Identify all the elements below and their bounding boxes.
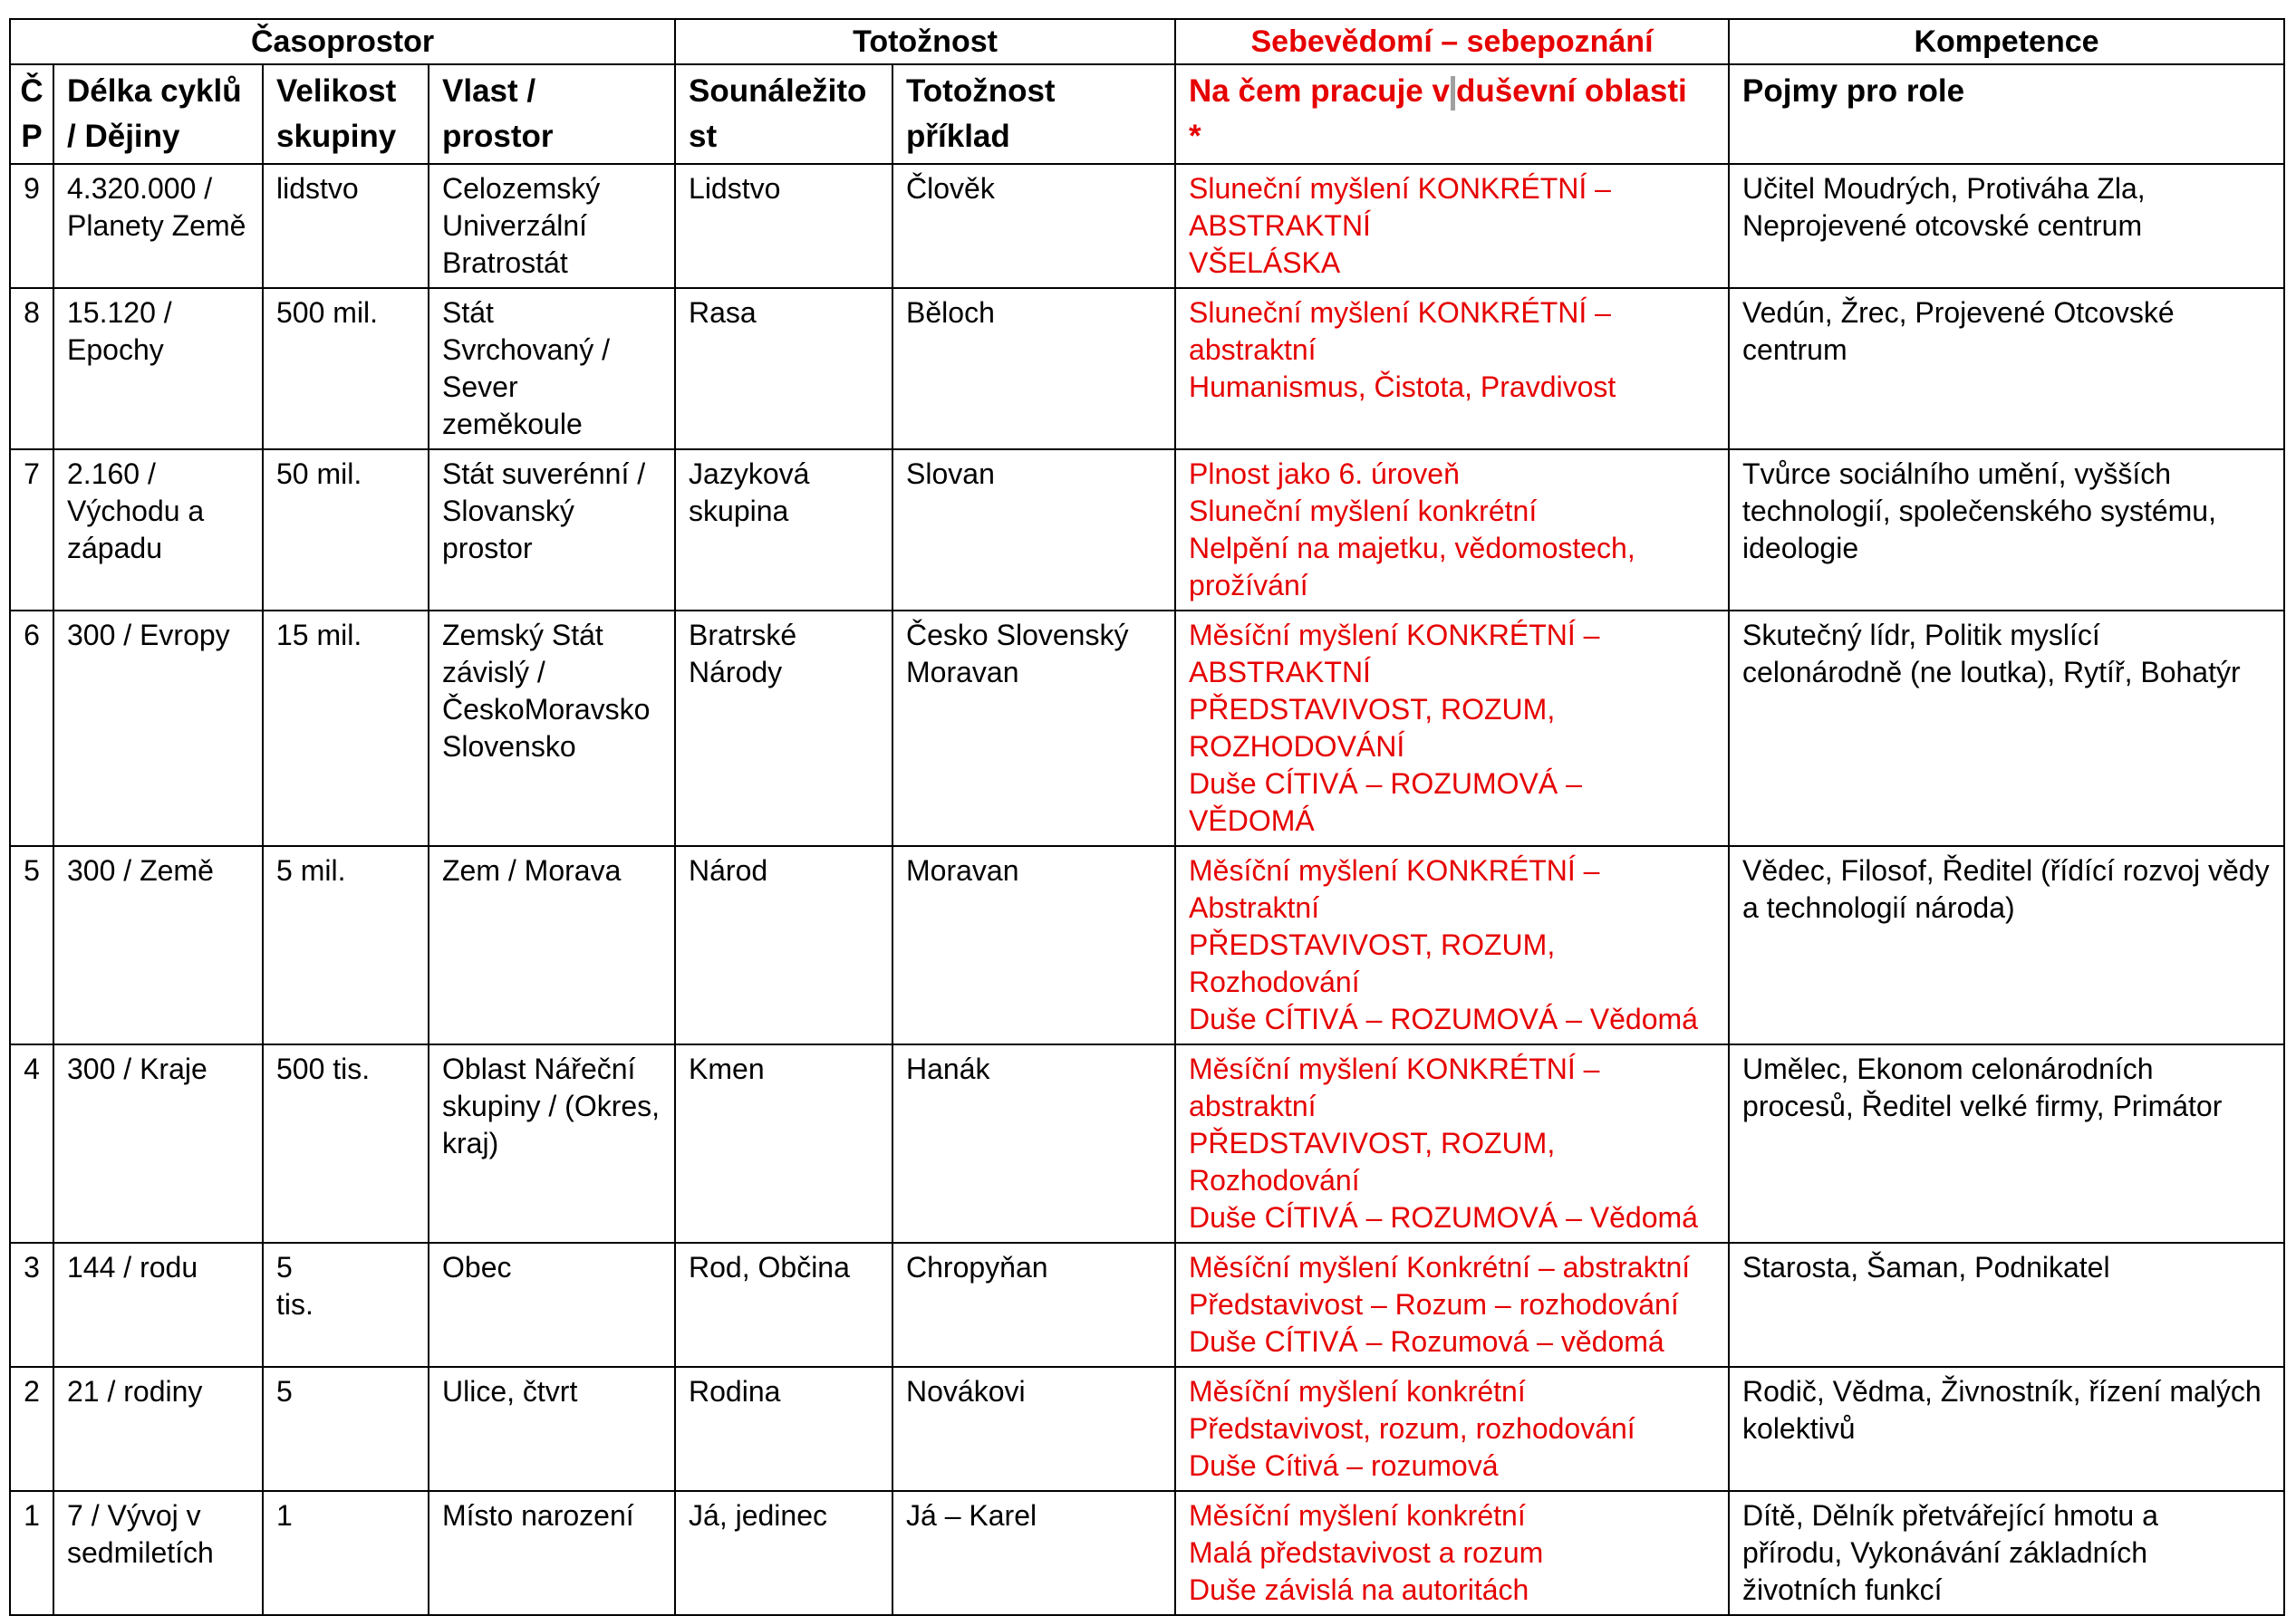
cell-vlast bbox=[429, 1491, 675, 1615]
cell-pojmy bbox=[1729, 611, 2284, 846]
cell-priklad-line: Novákovi bbox=[906, 1375, 1026, 1408]
table-row bbox=[10, 164, 2284, 288]
cell-vlast-line: Celozemský bbox=[442, 172, 601, 205]
header-pracuje-part: duševní oblasti bbox=[1455, 73, 1687, 109]
cell-sounalezitost-line: Lidstvo bbox=[689, 172, 781, 205]
cell-pojmy bbox=[1729, 288, 2284, 449]
cell-pojmy bbox=[1729, 1491, 2284, 1615]
cell-velikost-line: 15 mil. bbox=[276, 619, 362, 651]
cell-pojmy-line: přírodu, Vykonávání základních bbox=[1742, 1536, 2148, 1569]
cell-pracuje bbox=[1175, 288, 1729, 449]
cell-pojmy-line: ideologie bbox=[1742, 532, 1859, 564]
header-cp-line: P bbox=[21, 119, 43, 154]
cell-vlast-line: Svrchovaný / bbox=[442, 333, 610, 366]
header-velikost-line: Velikost bbox=[276, 73, 397, 109]
cell-pracuje-line: Měsíční myšlení Konkrétní – abstraktní bbox=[1189, 1251, 1691, 1284]
cell-delka bbox=[53, 1243, 263, 1367]
cell-pojmy-line: centrum bbox=[1742, 333, 1847, 366]
table-row bbox=[10, 1491, 2284, 1615]
cell-pojmy-line: kolektivů bbox=[1742, 1412, 1856, 1445]
header-cp-line: Č bbox=[20, 73, 43, 109]
cell-pojmy-line: Umělec, Ekonom celonárodních bbox=[1742, 1053, 2154, 1085]
cell-delka bbox=[53, 164, 263, 288]
header-vlast-line: Vlast / bbox=[442, 73, 536, 109]
cell-priklad bbox=[892, 1367, 1175, 1491]
cell-pojmy-line: Učitel Moudrých, Protiváha Zla, bbox=[1742, 172, 2146, 205]
cell-pracuje-line: PŘEDSTAVIVOST, ROZUM, ROZHODOVÁNÍ bbox=[1189, 693, 1556, 763]
cell-sounalezitost bbox=[675, 449, 892, 611]
cell-velikost bbox=[263, 1044, 429, 1243]
header-pracuje-part: Na čem pracuje v bbox=[1189, 73, 1450, 109]
cell-velikost bbox=[263, 1367, 429, 1491]
cell-pojmy-line: Tvůrce sociálního umění, vyšších bbox=[1742, 457, 2172, 490]
header-pracuje-line bbox=[1189, 69, 1715, 114]
header-velikost bbox=[263, 64, 429, 164]
header-velikost-line: skupiny bbox=[276, 119, 397, 154]
cell-pojmy bbox=[1729, 1243, 2284, 1367]
cell-vlast-line: prostor bbox=[442, 532, 533, 564]
cell-pojmy-line: Starosta, Šaman, Podnikatel bbox=[1742, 1251, 2110, 1284]
cell-vlast bbox=[429, 846, 675, 1044]
cell-vlast bbox=[429, 611, 675, 846]
group-casoprostor: Časoprostor bbox=[10, 19, 675, 64]
cell-pojmy-line: Neprojevené otcovské centrum bbox=[1742, 209, 2143, 242]
cell-pojmy-line: Rodič, Vědma, Živnostník, řízení malých bbox=[1742, 1375, 2262, 1408]
cell-sounalezitost-line: Kmen bbox=[689, 1053, 765, 1085]
cell-pracuje-line: Duše Cítivá – rozumová bbox=[1189, 1449, 1499, 1482]
cell-vlast-line: Stát suverénní / bbox=[442, 457, 646, 490]
cell-pracuje-line: Sluneční myšlení konkrétní bbox=[1189, 495, 1538, 527]
cell-vlast-line: Slovanský bbox=[442, 495, 574, 527]
cell-velikost-line: tis. bbox=[276, 1288, 314, 1321]
table-row bbox=[10, 288, 2284, 449]
cell-pracuje-line: abstraktní bbox=[1189, 333, 1317, 366]
cell-pojmy-line: Dítě, Dělník přetvářející hmotu a bbox=[1742, 1499, 2158, 1532]
cell-pracuje bbox=[1175, 1044, 1729, 1243]
cell-delka bbox=[53, 449, 263, 611]
cell-priklad-line: Člověk bbox=[906, 172, 995, 205]
cell-vlast-line: Bratrostát bbox=[442, 246, 568, 279]
cell-delka bbox=[53, 288, 263, 449]
cell-pracuje-line: Měsíční myšlení KONKRÉTNÍ – Abstraktní bbox=[1189, 854, 1600, 924]
cell-pracuje bbox=[1175, 1243, 1729, 1367]
cell-velikost-line: 5 bbox=[276, 1375, 293, 1408]
cell-sounalezitost bbox=[675, 1243, 892, 1367]
cell-priklad bbox=[892, 1243, 1175, 1367]
cell-pracuje-line: Duše CÍTIVÁ – ROZUMOVÁ – Vědomá bbox=[1189, 1201, 1698, 1234]
cell-pracuje-line: Nelpění na majetku, vědomostech, bbox=[1189, 532, 1635, 564]
cell-delka-line: 2.160 / bbox=[67, 457, 156, 490]
header-sounalezitost bbox=[675, 64, 892, 164]
group-kompetence: Kompetence bbox=[1729, 19, 2284, 64]
cell-pracuje bbox=[1175, 164, 1729, 288]
cell-velikost bbox=[263, 1491, 429, 1615]
cell-pojmy-line: Vědec, Filosof, Ředitel (řídící rozvoj vědy bbox=[1742, 854, 2270, 887]
cell-velikost-line: 1 bbox=[276, 1499, 293, 1532]
cell-sounalezitost-line: Národ bbox=[689, 854, 768, 887]
cell-delka-line: Východu a bbox=[67, 495, 205, 527]
cell-velikost bbox=[263, 164, 429, 288]
cell-pojmy-line: Skutečný lídr, Politik myslící bbox=[1742, 619, 2100, 651]
cell-pracuje-line: prožívání bbox=[1189, 569, 1308, 601]
cell-sounalezitost bbox=[675, 1367, 892, 1491]
cell-pracuje-line: Měsíční myšlení konkrétní bbox=[1189, 1499, 1526, 1532]
cell-sounalezitost bbox=[675, 846, 892, 1044]
text-cursor bbox=[1451, 76, 1455, 111]
cell-vlast-line: Ulice, čtvrt bbox=[442, 1375, 578, 1408]
cell-vlast bbox=[429, 1243, 675, 1367]
cell-vlast bbox=[429, 1044, 675, 1243]
cell-priklad-line: Já – Karel bbox=[906, 1499, 1037, 1532]
cell-delka-line: 300 / Kraje bbox=[67, 1053, 207, 1085]
cell-vlast bbox=[429, 1367, 675, 1491]
cell-vlast bbox=[429, 164, 675, 288]
cell-priklad bbox=[892, 164, 1175, 288]
cell-pracuje-line: Sluneční myšlení KONKRÉTNÍ – bbox=[1189, 296, 1611, 329]
header-cp bbox=[10, 64, 53, 164]
header-sounalezitost-line: Sounáležito bbox=[689, 73, 867, 109]
cell-pracuje-line: PŘEDSTAVIVOST, ROZUM, Rozhodování bbox=[1189, 1127, 1556, 1197]
cell-priklad bbox=[892, 1044, 1175, 1243]
cell-velikost bbox=[263, 288, 429, 449]
cell-vlast-line: Obec bbox=[442, 1251, 512, 1284]
group-sebevedomi: Sebevědomí – sebepoznání bbox=[1175, 19, 1729, 64]
table-row bbox=[10, 1044, 2284, 1243]
cell-delka-line: 300 / Evropy bbox=[67, 619, 230, 651]
cell-vlast-line: Stát bbox=[442, 296, 494, 329]
cell-priklad bbox=[892, 449, 1175, 611]
cell-velikost bbox=[263, 611, 429, 846]
cell-pracuje-line: ABSTRAKTNÍ bbox=[1189, 656, 1371, 688]
cell-pojmy-line: procesů, Ředitel velké firmy, Primátor bbox=[1742, 1090, 2223, 1122]
table-row bbox=[10, 1367, 2284, 1491]
cell-delka-line: 144 / rodu bbox=[67, 1251, 198, 1284]
cell-cp: 8 bbox=[10, 288, 53, 449]
cell-cp: 1 bbox=[10, 1491, 53, 1615]
cell-cp: 5 bbox=[10, 846, 53, 1044]
cell-sounalezitost bbox=[675, 1491, 892, 1615]
cell-sounalezitost-line: Bratrské bbox=[689, 619, 797, 651]
cell-pracuje-line: Představivost, rozum, rozhodování bbox=[1189, 1412, 1635, 1445]
cell-sounalezitost-line: Rasa bbox=[689, 296, 757, 329]
cell-sounalezitost-line: skupina bbox=[689, 495, 789, 527]
cell-vlast-line: Univerzální bbox=[442, 209, 588, 242]
cell-vlast-line: Slovensko bbox=[442, 730, 576, 763]
cell-pracuje bbox=[1175, 611, 1729, 846]
table-row bbox=[10, 449, 2284, 611]
cell-pracuje-line: Představivost – Rozum – rozhodování bbox=[1189, 1288, 1679, 1321]
header-vlast bbox=[429, 64, 675, 164]
cell-velikost bbox=[263, 449, 429, 611]
header-priklad-line: příklad bbox=[906, 119, 1010, 154]
header-pracuje bbox=[1175, 64, 1729, 164]
header-delka-line: / Dějiny bbox=[67, 119, 180, 154]
cell-pracuje-line: Duše CÍTIVÁ – ROZUMOVÁ – Vědomá bbox=[1189, 1003, 1698, 1035]
cell-vlast-line: kraj) bbox=[442, 1127, 499, 1159]
cell-velikost bbox=[263, 846, 429, 1044]
cell-velikost-line: 5 bbox=[276, 1251, 293, 1284]
cell-pracuje bbox=[1175, 1367, 1729, 1491]
cell-sounalezitost-line: Jazyková bbox=[689, 457, 810, 490]
cell-priklad-line: Česko Slovenský bbox=[906, 619, 1129, 651]
cell-pracuje-line: ABSTRAKTNÍ bbox=[1189, 209, 1371, 242]
cell-delka bbox=[53, 611, 263, 846]
header-delka bbox=[53, 64, 263, 164]
cell-pracuje-line: Měsíční myšlení KONKRÉTNÍ – bbox=[1189, 619, 1600, 651]
cell-cp: 3 bbox=[10, 1243, 53, 1367]
cell-pojmy bbox=[1729, 164, 2284, 288]
cell-delka-line: 15.120 / bbox=[67, 296, 172, 329]
cell-vlast-line: Místo narození bbox=[442, 1499, 634, 1532]
cell-priklad-line: Chropyňan bbox=[906, 1251, 1048, 1284]
cell-vlast-line: Sever zeměkoule bbox=[442, 370, 583, 440]
cell-cp: 9 bbox=[10, 164, 53, 288]
cell-delka-line: 300 / Země bbox=[67, 854, 214, 887]
cell-sounalezitost-line: Rod, Občina bbox=[689, 1251, 850, 1284]
cell-velikost-line: lidstvo bbox=[276, 172, 359, 205]
cell-cp: 6 bbox=[10, 611, 53, 846]
cell-pracuje-line: Humanismus, Čistota, Pravdivost bbox=[1189, 370, 1616, 403]
cell-delka-line: sedmiletích bbox=[67, 1536, 214, 1569]
header-sounalezitost-line: st bbox=[689, 119, 718, 154]
cell-delka bbox=[53, 1367, 263, 1491]
cell-cp: 7 bbox=[10, 449, 53, 611]
cell-pojmy-line: Vedún, Žrec, Projevené Otcovské bbox=[1742, 296, 2175, 329]
cell-delka-line: západu bbox=[67, 532, 162, 564]
cell-pojmy-line: životních funkcí bbox=[1742, 1573, 1943, 1606]
cell-pracuje-line: Malá představivost a rozum bbox=[1189, 1536, 1544, 1569]
header-priklad-line: Totožnost bbox=[906, 73, 1056, 109]
cell-velikost-line: 5 mil. bbox=[276, 854, 346, 887]
cell-pracuje bbox=[1175, 1491, 1729, 1615]
identity-table bbox=[9, 18, 2285, 1616]
cell-pracuje-line: Duše CÍTIVÁ – Rozumová – vědomá bbox=[1189, 1325, 1664, 1358]
cell-velikost bbox=[263, 1243, 429, 1367]
cell-delka-line: Planety Země bbox=[67, 209, 246, 242]
cell-pojmy-line: a technologií národa) bbox=[1742, 891, 2015, 924]
cell-sounalezitost-line: Já, jedinec bbox=[689, 1499, 827, 1532]
cell-sounalezitost-line: Rodina bbox=[689, 1375, 781, 1408]
cell-priklad-line: Slovan bbox=[906, 457, 995, 490]
header-pracuje-line: * bbox=[1189, 119, 1201, 154]
cell-vlast bbox=[429, 449, 675, 611]
cell-priklad bbox=[892, 1491, 1175, 1615]
cell-pracuje-line: Duše závislá na autoritách bbox=[1189, 1573, 1529, 1606]
cell-velikost-line: 50 mil. bbox=[276, 457, 362, 490]
cell-sounalezitost bbox=[675, 288, 892, 449]
cell-pojmy-line: technologií, společenského systému, bbox=[1742, 495, 2216, 527]
table-row bbox=[10, 611, 2284, 846]
cell-pracuje-line: PŘEDSTAVIVOST, ROZUM, Rozhodování bbox=[1189, 928, 1556, 998]
cell-priklad-line: Moravan bbox=[906, 656, 1019, 688]
cell-pracuje-line: Měsíční myšlení konkrétní bbox=[1189, 1375, 1526, 1408]
table-body bbox=[10, 164, 2284, 1615]
cell-vlast-line: závislý / bbox=[442, 656, 545, 688]
header-priklad bbox=[892, 64, 1175, 164]
cell-velikost-line: 500 tis. bbox=[276, 1053, 371, 1085]
header-delka-line: Délka cyklů bbox=[67, 73, 242, 109]
cell-pracuje-line: Plnost jako 6. úroveň bbox=[1189, 457, 1460, 490]
cell-cp: 4 bbox=[10, 1044, 53, 1243]
cell-delka bbox=[53, 846, 263, 1044]
cell-sounalezitost bbox=[675, 1044, 892, 1243]
cell-cp: 2 bbox=[10, 1367, 53, 1491]
cell-vlast-line: skupiny / (Okres, bbox=[442, 1090, 661, 1122]
cell-vlast-line: ČeskoMoravsko bbox=[442, 693, 651, 726]
cell-pracuje bbox=[1175, 846, 1729, 1044]
cell-delka-line: Epochy bbox=[67, 333, 164, 366]
group-header-row bbox=[10, 19, 2284, 64]
cell-vlast bbox=[429, 288, 675, 449]
table-row bbox=[10, 846, 2284, 1044]
group-totoznost: Totožnost bbox=[675, 19, 1175, 64]
cell-pojmy bbox=[1729, 449, 2284, 611]
cell-pojmy bbox=[1729, 1367, 2284, 1491]
cell-vlast-line: Zem / Morava bbox=[442, 854, 622, 887]
cell-priklad bbox=[892, 288, 1175, 449]
cell-pojmy bbox=[1729, 1044, 2284, 1243]
cell-pracuje-line: Duše CÍTIVÁ – ROZUMOVÁ – VĚDOMÁ bbox=[1189, 767, 1582, 837]
cell-pracuje-line: Sluneční myšlení KONKRÉTNÍ – bbox=[1189, 172, 1611, 205]
column-header-row bbox=[10, 64, 2284, 164]
cell-delka-line: 4.320.000 / bbox=[67, 172, 213, 205]
cell-velikost-line: 500 mil. bbox=[276, 296, 379, 329]
cell-delka-line: 7 / Vývoj v bbox=[67, 1499, 201, 1532]
cell-sounalezitost-line: Národy bbox=[689, 656, 783, 688]
cell-pojmy bbox=[1729, 846, 2284, 1044]
cell-pracuje bbox=[1175, 449, 1729, 611]
cell-vlast-line: Zemský Stát bbox=[442, 619, 603, 651]
table-row bbox=[10, 1243, 2284, 1367]
cell-vlast-line: Oblast Nářeční bbox=[442, 1053, 636, 1085]
cell-priklad bbox=[892, 846, 1175, 1044]
cell-delka-line: 21 / rodiny bbox=[67, 1375, 203, 1408]
cell-pojmy-line: celonárodně (ne loutka), Rytíř, Bohatýr bbox=[1742, 656, 2241, 688]
cell-sounalezitost bbox=[675, 611, 892, 846]
header-pojmy: Pojmy pro role bbox=[1729, 64, 2284, 164]
cell-delka bbox=[53, 1491, 263, 1615]
cell-delka bbox=[53, 1044, 263, 1243]
cell-pracuje-line: VŠELÁSKA bbox=[1189, 246, 1341, 279]
cell-priklad-line: Moravan bbox=[906, 854, 1019, 887]
cell-priklad-line: Hanák bbox=[906, 1053, 990, 1085]
cell-pracuje-line: Měsíční myšlení KONKRÉTNÍ – abstraktní bbox=[1189, 1053, 1600, 1122]
cell-sounalezitost bbox=[675, 164, 892, 288]
header-vlast-line: prostor bbox=[442, 119, 554, 154]
cell-priklad bbox=[892, 611, 1175, 846]
cell-priklad-line: Běloch bbox=[906, 296, 995, 329]
